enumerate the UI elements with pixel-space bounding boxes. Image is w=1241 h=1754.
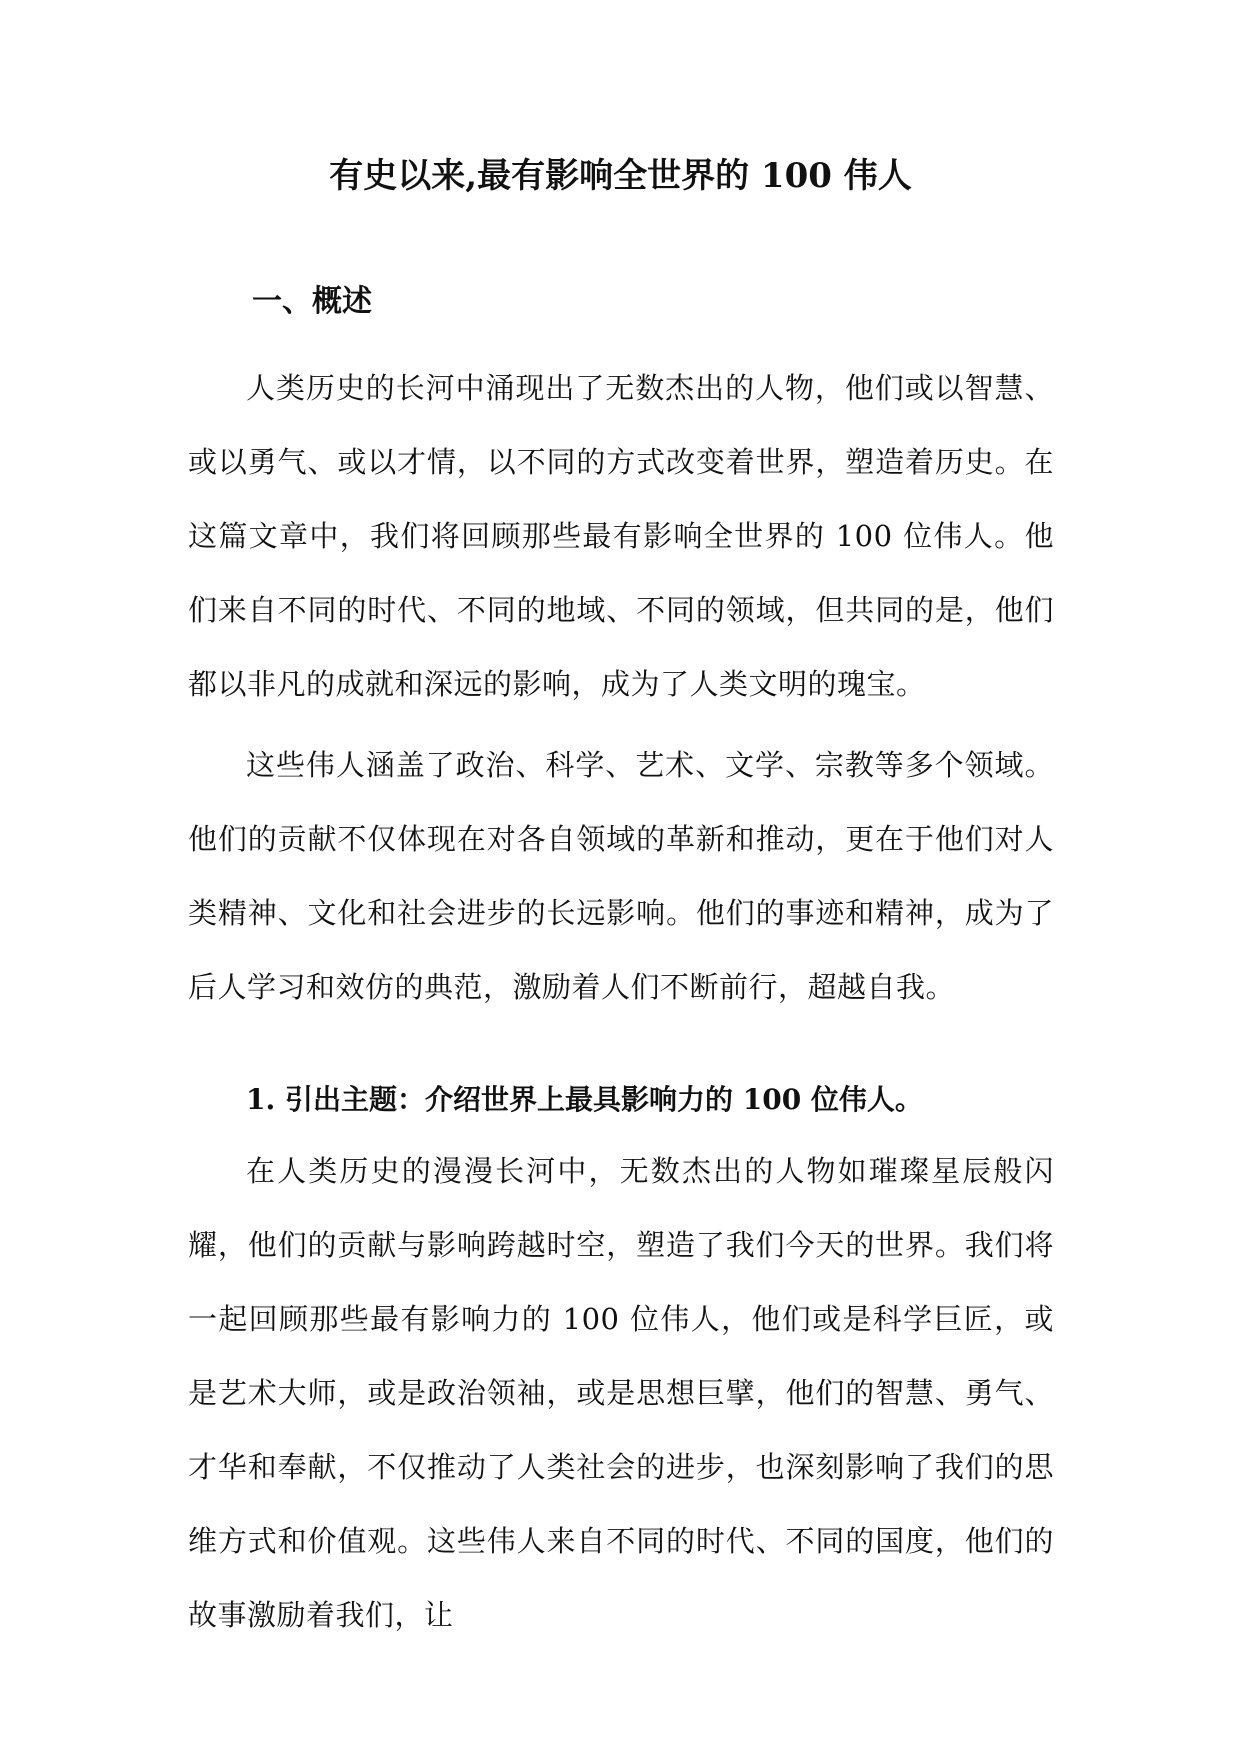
numbered-sub-heading: 1. 引出主题：介绍世界上最具影响力的 100 位伟人。: [246, 1083, 923, 1116]
paragraph: 这些伟人涵盖了政治、科学、艺术、文学、宗教等多个领域。他们的贡献不仅体现在对各自领域的革新和推动，更在于他们对人类精神、文化和社会进步的长远影响。他们的事迹和精神，成为了后人学习和效仿的典范，激励着人们不断前行，超越自我。: [188, 748, 1054, 1004]
section-heading: 一、概述: [252, 284, 372, 319]
document-title: 有史以来,最有影响全世界的 100 伟人: [329, 156, 912, 196]
paragraph: 人类历史的长河中涌现出了无数杰出的人物，他们或以智慧、或以勇气、或以才情，以不同的方式改变着世界，塑造着历史。在这篇文章中，我们将回顾那些最有影响全世界的 100 位伟人。他们来自不同的时代、不同的地域、不同的领域，但共同的是，他们都以非凡的成就和深远的影响，成为了人类文明的瑰宝。: [188, 371, 1054, 701]
paragraph: 在人类历史的漫漫长河中，无数杰出的人物如璀璨星辰般闪耀，他们的贡献与影响跨越时空，塑造了我们今天的世界。我们将一起回顾那些最有影响力的 100 位伟人，他们或是科学巨匠，或是艺术大师，或是政治领袖，或是思想巨擘，他们的智慧、勇气、才华和奉献，不仅推动了人类社会的进步，也深刻影响了我们的思维方式和价值观。这些伟人来自不同的时代、不同的国度，他们的故事激励着我们，让: [188, 1154, 1054, 1632]
